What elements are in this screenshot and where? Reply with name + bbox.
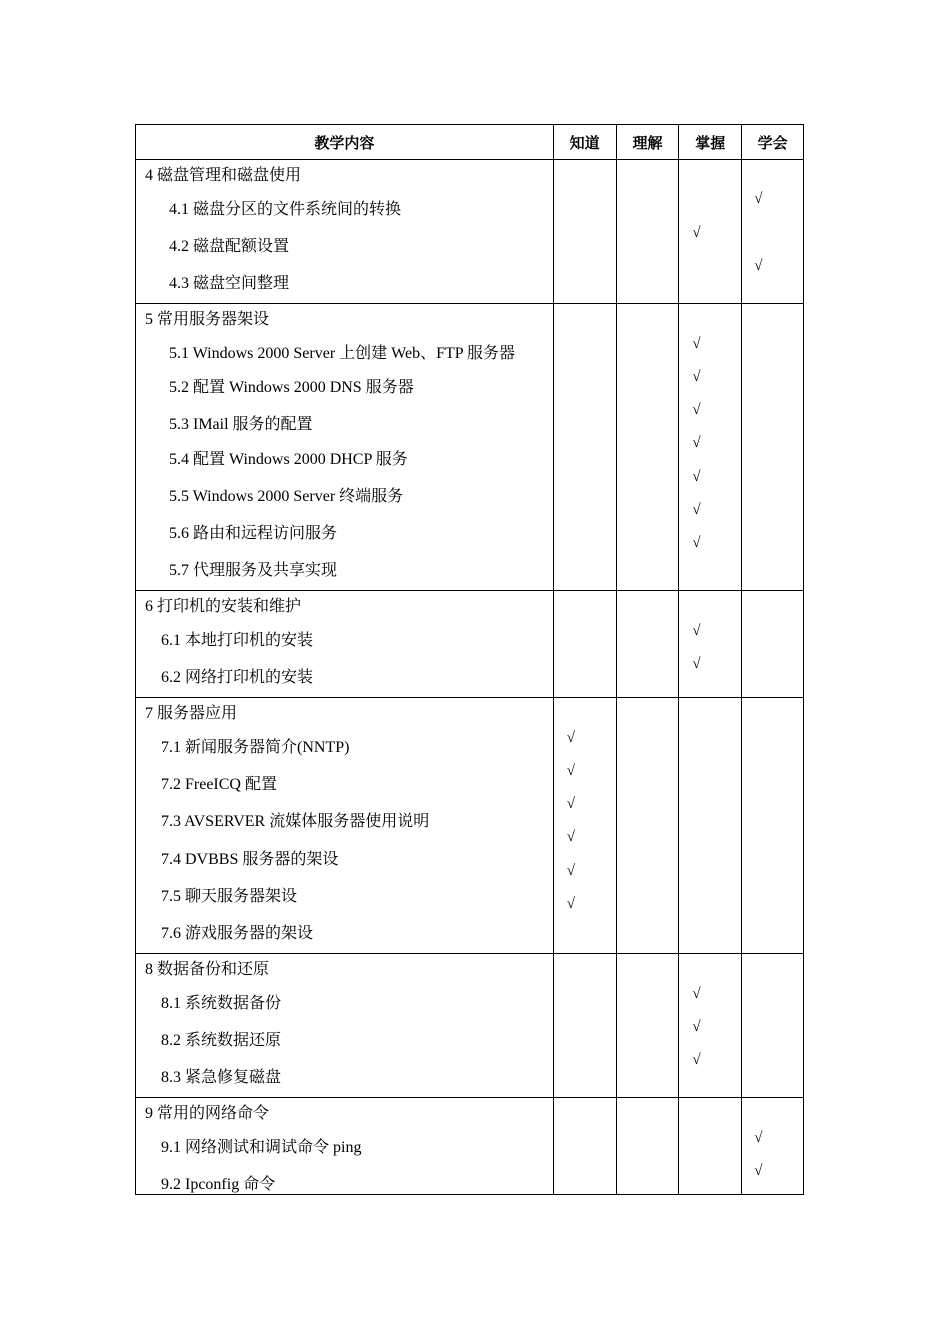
learn-cell [741, 954, 803, 1097]
header-learn: 学会 [741, 125, 803, 159]
topic-item: 8.2 系统数据还原 [161, 1032, 282, 1049]
check-mark: √ [692, 225, 701, 241]
section-title: 5 常用服务器架设 [145, 311, 270, 328]
topic-item: 4.2 磁盘配额设置 [169, 238, 290, 255]
master-cell [678, 698, 741, 953]
check-mark: √ [692, 502, 701, 518]
check-mark: √ [754, 1163, 763, 1179]
content-cell [136, 160, 553, 303]
topic-item: 7.5 聊天服务器架设 [161, 888, 298, 905]
check-mark: √ [692, 402, 701, 418]
topic-item: 5.5 Windows 2000 Server 终端服务 [169, 488, 404, 505]
header-content: 教学内容 [314, 133, 375, 152]
master-cell [678, 160, 741, 303]
topic-item: 5.6 路由和远程访问服务 [169, 525, 338, 542]
master-cell [678, 954, 741, 1097]
header-understand: 理解 [616, 125, 679, 159]
topic-item: 4.3 磁盘空间整理 [169, 275, 290, 292]
topic-item: 6.1 本地打印机的安装 [161, 632, 314, 649]
course-table [135, 124, 804, 1195]
know-cell [553, 591, 616, 697]
check-mark: √ [692, 535, 701, 551]
section-row [135, 1098, 804, 1195]
section-title: 8 数据备份和还原 [145, 961, 270, 978]
know-cell [553, 954, 616, 1097]
section-row [135, 160, 804, 304]
content-cell [136, 591, 553, 697]
master-cell [678, 304, 741, 590]
know-cell [553, 160, 616, 303]
check-mark: √ [692, 623, 701, 639]
learn-cell [741, 591, 803, 697]
topic-item: 6.2 网络打印机的安装 [161, 669, 314, 686]
learn-cell [741, 304, 803, 590]
section-row [135, 698, 804, 954]
know-cell [553, 304, 616, 590]
learn-cell [741, 160, 803, 303]
topic-item: 7.4 DVBBS 服务器的架设 [161, 851, 339, 868]
section-row [135, 304, 804, 591]
topic-item: 7.1 新闻服务器简介(NNTP) [161, 739, 350, 756]
check-mark: √ [566, 763, 575, 779]
header-know: 知道 [553, 125, 616, 159]
learn-cell [741, 698, 803, 953]
topic-item: 5.3 IMail 服务的配置 [169, 416, 313, 433]
topic-item: 5.2 配置 Windows 2000 DNS 服务器 [169, 379, 414, 396]
topic-item: 7.3 AVSERVER 流媒体服务器使用说明 [161, 813, 430, 830]
check-mark: √ [754, 1130, 763, 1146]
understand-cell [616, 591, 679, 697]
know-cell [553, 698, 616, 953]
master-cell [678, 1098, 741, 1194]
topic-item: 9.2 Ipconfig 命令 [161, 1176, 276, 1193]
topic-item: 5.4 配置 Windows 2000 DHCP 服务 [169, 451, 408, 468]
section-title: 9 常用的网络命令 [145, 1105, 270, 1122]
check-mark: √ [692, 1052, 701, 1068]
check-mark: √ [566, 829, 575, 845]
topic-item: 7.2 FreeICQ 配置 [161, 776, 277, 793]
topic-item: 7.6 游戏服务器的架设 [161, 925, 314, 942]
understand-cell [616, 304, 679, 590]
check-mark: √ [692, 1019, 701, 1035]
topic-item: 9.1 网络测试和调试命令 ping [161, 1139, 362, 1156]
section-row [135, 591, 804, 698]
topic-item: 5.7 代理服务及共享实现 [169, 562, 338, 579]
content-cell [136, 954, 553, 1097]
check-mark: √ [566, 796, 575, 812]
check-mark: √ [692, 656, 701, 672]
table-header-row [135, 124, 804, 160]
know-cell [553, 1098, 616, 1194]
understand-cell [616, 698, 679, 953]
content-cell [136, 1098, 553, 1194]
learn-cell [741, 1098, 803, 1194]
check-mark: √ [692, 336, 701, 352]
check-mark: √ [566, 896, 575, 912]
section-title: 6 打印机的安装和维护 [145, 598, 302, 615]
check-mark: √ [692, 435, 701, 451]
topic-item: 4.1 磁盘分区的文件系统间的转换 [169, 201, 402, 218]
check-mark: √ [566, 863, 575, 879]
content-cell [136, 304, 553, 590]
understand-cell [616, 954, 679, 1097]
content-cell [136, 698, 553, 953]
topic-item: 5.1 Windows 2000 Server 上创建 Web、FTP 服务器 [169, 345, 516, 362]
check-mark: √ [692, 986, 701, 1002]
understand-cell [616, 1098, 679, 1194]
check-mark: √ [754, 258, 763, 274]
header-master: 掌握 [678, 125, 741, 159]
section-title: 7 服务器应用 [145, 705, 238, 722]
section-row [135, 954, 804, 1098]
check-mark: √ [754, 191, 763, 207]
topic-item: 8.3 紧急修复磁盘 [161, 1069, 282, 1086]
understand-cell [616, 160, 679, 303]
topic-item: 8.1 系统数据备份 [161, 995, 282, 1012]
check-mark: √ [692, 369, 701, 385]
section-title: 4 磁盘管理和磁盘使用 [145, 167, 302, 184]
check-mark: √ [566, 730, 575, 746]
check-mark: √ [692, 469, 701, 485]
master-cell [678, 591, 741, 697]
